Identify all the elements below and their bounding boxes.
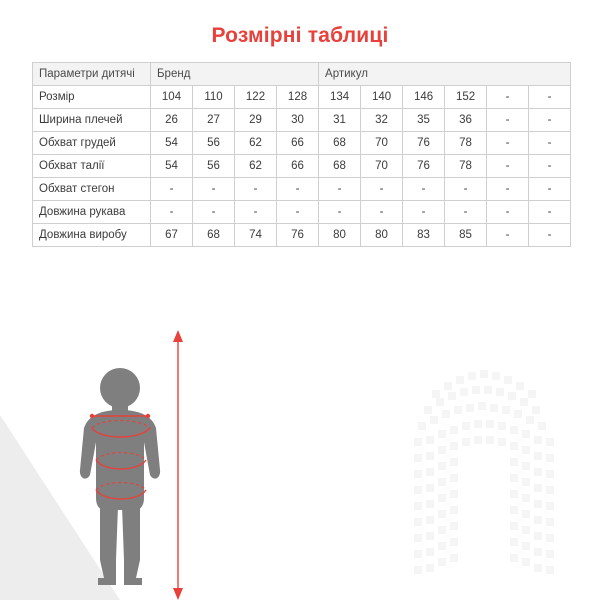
cell: - xyxy=(529,201,571,224)
table-row xyxy=(33,86,571,109)
cell: 30 xyxy=(277,109,319,132)
cell: - xyxy=(151,201,193,224)
cell: - xyxy=(529,224,571,247)
cell: 66 xyxy=(277,132,319,155)
cell: 54 xyxy=(151,155,193,178)
cell: 80 xyxy=(319,224,361,247)
cell: 35 xyxy=(403,109,445,132)
row-label: Довжина рукава xyxy=(33,201,151,224)
child-body-silhouette-icon xyxy=(80,368,160,585)
cell: 74 xyxy=(235,224,277,247)
table-row xyxy=(33,109,571,132)
cell: 76 xyxy=(277,224,319,247)
page-title: Розмірні таблиці xyxy=(211,24,389,47)
table-body xyxy=(33,86,571,247)
cell: 27 xyxy=(193,109,235,132)
cell: 68 xyxy=(319,155,361,178)
cell: - xyxy=(445,201,487,224)
cell: - xyxy=(361,178,403,201)
row-label: Розмір xyxy=(33,86,151,109)
cell: - xyxy=(277,201,319,224)
row-label: Обхват стегон xyxy=(33,178,151,201)
cell: 76 xyxy=(403,155,445,178)
header-article: Артикул xyxy=(319,63,571,86)
table-row xyxy=(33,155,571,178)
table-row xyxy=(33,224,571,247)
row-label: Довжина виробу xyxy=(33,224,151,247)
cell: 85 xyxy=(445,224,487,247)
cell: - xyxy=(529,109,571,132)
cell: - xyxy=(529,178,571,201)
cell: 32 xyxy=(361,109,403,132)
cell: - xyxy=(403,201,445,224)
ornament-watermark-icon xyxy=(414,370,554,574)
table-row xyxy=(33,178,571,201)
cell: 128 xyxy=(277,86,319,109)
cell: - xyxy=(319,201,361,224)
table-row xyxy=(33,201,571,224)
cell: 62 xyxy=(235,155,277,178)
cell: - xyxy=(445,178,487,201)
cell: - xyxy=(487,224,529,247)
cell: 67 xyxy=(151,224,193,247)
cell: 122 xyxy=(235,86,277,109)
cell: 29 xyxy=(235,109,277,132)
cell: 134 xyxy=(319,86,361,109)
cell: - xyxy=(487,155,529,178)
cell: 70 xyxy=(361,132,403,155)
measurement-illustration xyxy=(0,310,600,600)
cell: - xyxy=(487,201,529,224)
cell: - xyxy=(277,178,319,201)
cell: - xyxy=(403,178,445,201)
cell: 31 xyxy=(319,109,361,132)
cell: - xyxy=(151,178,193,201)
cell: 110 xyxy=(193,86,235,109)
cell: 78 xyxy=(445,132,487,155)
cell: 36 xyxy=(445,109,487,132)
cell: - xyxy=(487,86,529,109)
cell: 146 xyxy=(403,86,445,109)
table-group-header-row xyxy=(33,63,571,86)
cell: 140 xyxy=(361,86,403,109)
cell: 56 xyxy=(193,132,235,155)
cell: 54 xyxy=(151,132,193,155)
cell: 80 xyxy=(361,224,403,247)
size-table-container xyxy=(32,62,568,247)
cell: - xyxy=(235,201,277,224)
cell: 152 xyxy=(445,86,487,109)
cell: 26 xyxy=(151,109,193,132)
header-brand: Бренд xyxy=(151,63,319,86)
cell: - xyxy=(529,132,571,155)
cell: 56 xyxy=(193,155,235,178)
cell: - xyxy=(235,178,277,201)
cell: - xyxy=(361,201,403,224)
cell: 78 xyxy=(445,155,487,178)
cell: 62 xyxy=(235,132,277,155)
cell: - xyxy=(487,178,529,201)
cell: - xyxy=(193,178,235,201)
cell: - xyxy=(319,178,361,201)
table-row xyxy=(33,132,571,155)
body-height-arrow-icon xyxy=(173,330,183,600)
row-label: Обхват талії xyxy=(33,155,151,178)
table-header xyxy=(33,63,571,86)
cell: 76 xyxy=(403,132,445,155)
illustration-svg xyxy=(0,310,600,600)
cell: - xyxy=(529,155,571,178)
cell: - xyxy=(487,109,529,132)
cell: - xyxy=(487,132,529,155)
cell: 83 xyxy=(403,224,445,247)
row-label: Ширина плечей xyxy=(33,109,151,132)
row-label: Обхват грудей xyxy=(33,132,151,155)
cell: 70 xyxy=(361,155,403,178)
size-table xyxy=(32,62,571,247)
cell: - xyxy=(529,86,571,109)
cell: 68 xyxy=(319,132,361,155)
cell: 104 xyxy=(151,86,193,109)
cell: - xyxy=(193,201,235,224)
cell: 66 xyxy=(277,155,319,178)
cell: 68 xyxy=(193,224,235,247)
header-parameters: Параметри дитячі xyxy=(33,63,151,86)
